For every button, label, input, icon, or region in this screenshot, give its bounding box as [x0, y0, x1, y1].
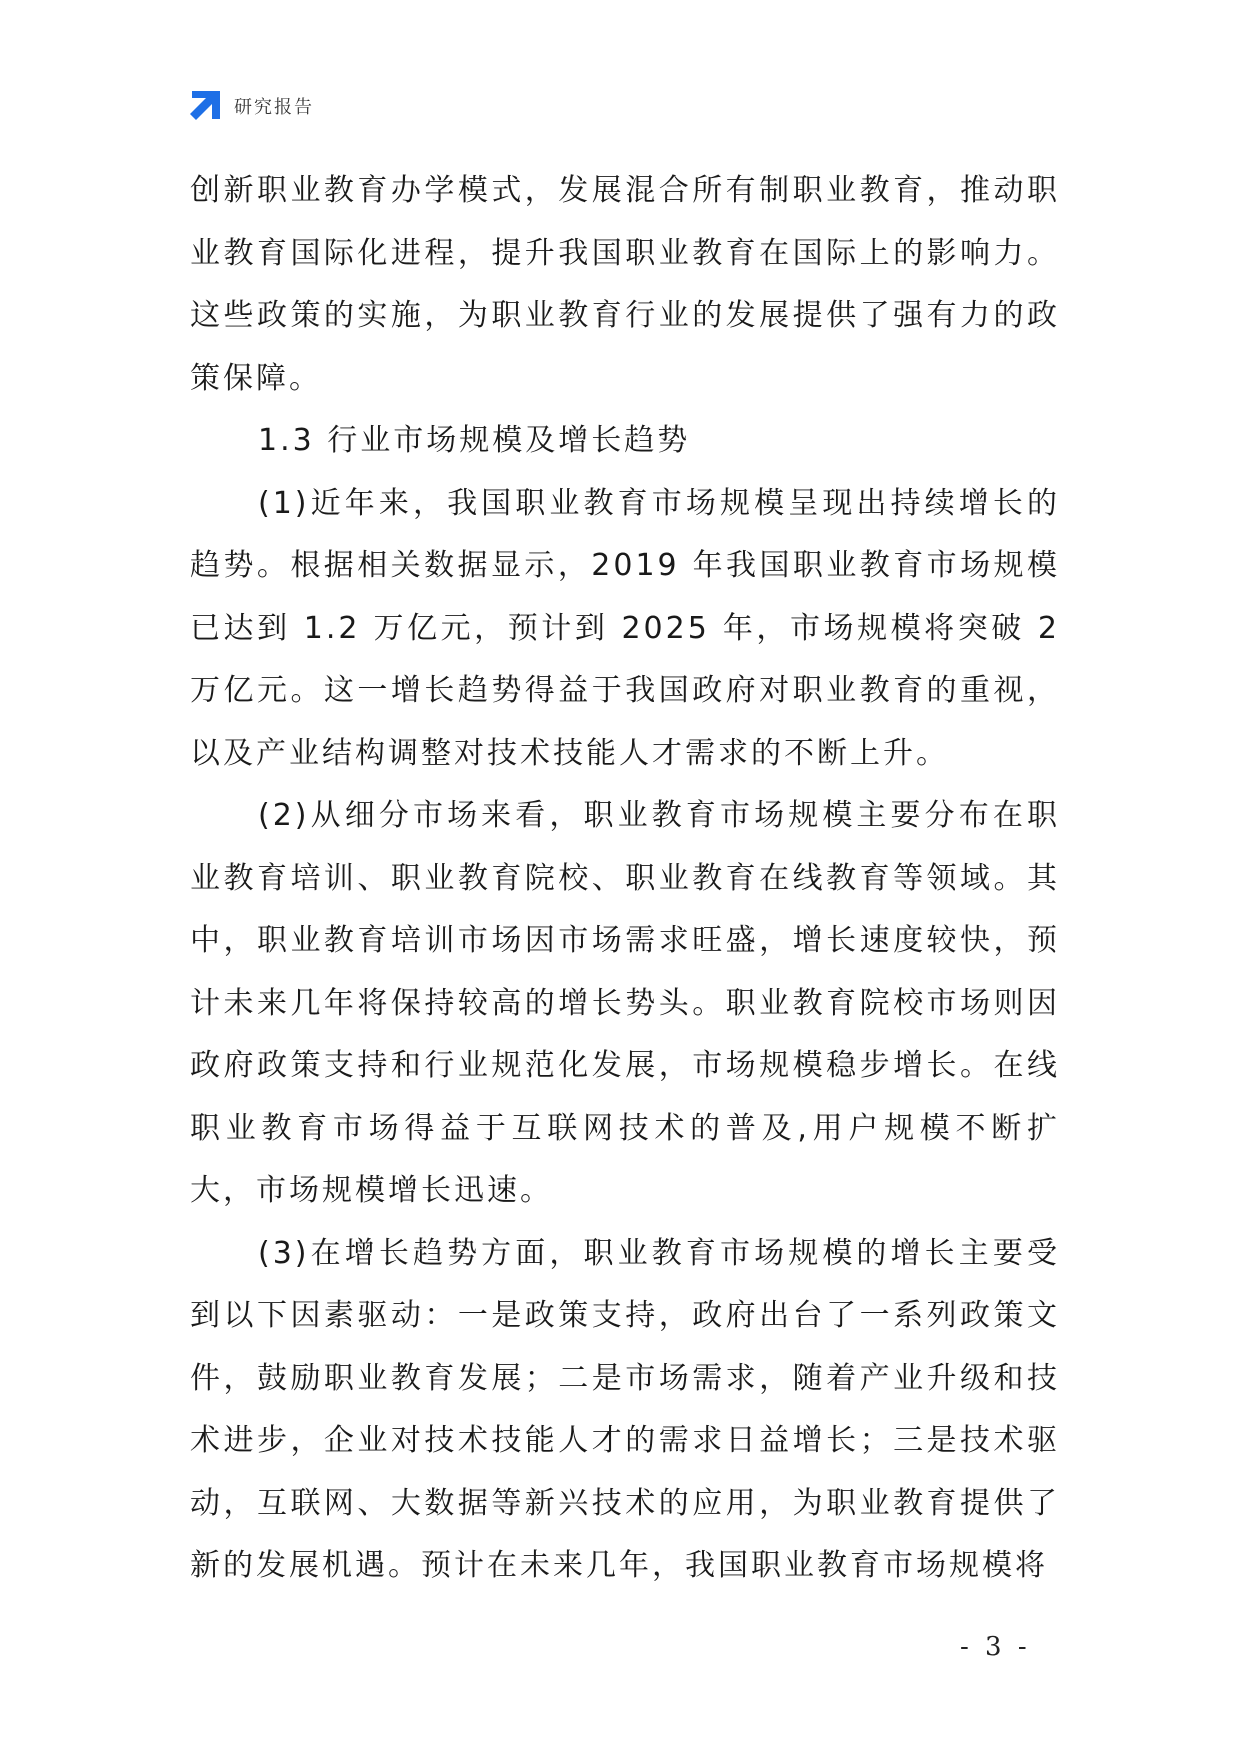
paragraph-2: (2)从细分市场来看，职业教育市场规模主要分布在职业教育培训、职业教育院校、职业教育在线教育等领域。其中，职业教育培训市场因市场需求旺盛，增长速度较快，预计未来几年将保持较高的增长势头。职业教育院校市场则因政府政策支持和行业规范化发展，市场规模稳步增长。在线职业教育市场得益于互联网技术的普及,用户规模不断扩大，市场规模增长迅速。	[190, 798, 1060, 1208]
section-heading: 1.3 行业市场规模及增长趋势	[258, 423, 691, 458]
intro-paragraph: 创新职业教育办学模式，发展混合所有制职业教育，推动职业教育国际化进程，提升我国职业教育在国际上的影响力。这些政策的实施，为职业教育行业的发展提供了强有力的政策保障。	[190, 173, 1060, 396]
header-title: 研究报告	[234, 97, 314, 118]
diagonal-arrow-logo-icon	[188, 89, 222, 123]
document-body	[190, 160, 1060, 1598]
report-header	[188, 88, 314, 124]
page-number: - 3 -	[960, 1632, 1031, 1662]
paragraph-3: (3)在增长趋势方面，职业教育市场规模的增长主要受到以下因素驱动：一是政策支持，政府出台了一系列政策文件，鼓励职业教育发展；二是市场需求，随着产业升级和技术进步，企业对技术技能人才的需求日益增长；三是技术驱动，互联网、大数据等新兴技术的应用，为职业教育提供了新的发展机遇。预计在未来几年，我国职业教育市场规模将	[190, 1235, 1060, 1583]
paragraph-1: (1)近年来，我国职业教育市场规模呈现出持续增长的趋势。根据相关数据显示，2019 年我国职业教育市场规模已达到 1.2 万亿元，预计到 2025 年，市场规模将突破 2 万亿元。这一增长趋势得益于我国政府对职业教育的重视，以及产业结构调整对技术技能人才需求的不断上升。	[190, 485, 1060, 771]
